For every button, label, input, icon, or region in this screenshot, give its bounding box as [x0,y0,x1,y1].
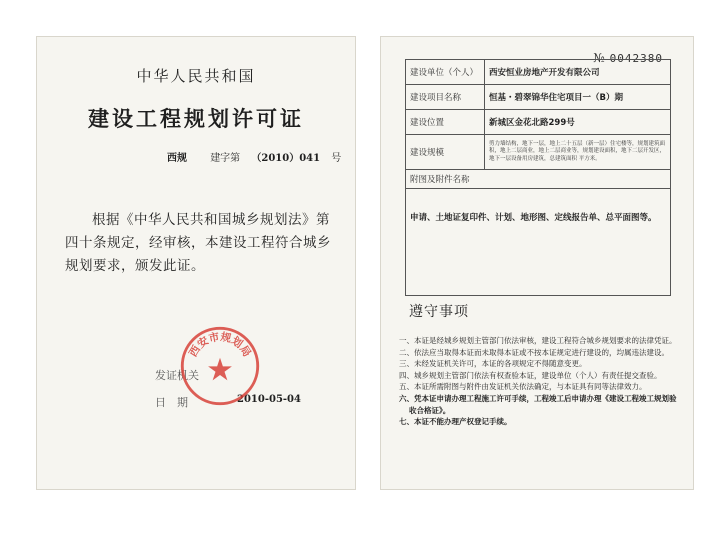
project-label: 建设项目名称 [406,85,485,110]
note-item: 三、未经发证机关许可，本证的各项规定不得随意变更。 [399,359,587,369]
location-label: 建设位置 [406,110,485,135]
date-label: 日 期 [155,396,188,409]
certificate-title: 建设工程规划许可证 [88,106,304,131]
date-value: 2010-05-04 [237,394,301,405]
notes-list [399,335,679,428]
note-item: 五、本证所需附图与附件由发证机关依法确定，与本证具有同等法律效力。 [399,382,647,392]
number-value: （2010）041 [251,153,321,164]
table-row [406,189,671,296]
country-name: 中华人民共和国 [136,67,256,85]
table-row [406,110,671,135]
official-seal-icon [179,325,261,407]
attachments-value-cell [406,189,671,296]
issuer-label: 发证机关 [155,369,199,382]
scale-label: 建设规模 [406,135,485,170]
table-row [406,135,671,170]
number-suffix: 号 [331,153,342,164]
table-row [406,170,671,189]
attachments-label: 附图及附件名称 [406,170,671,189]
note-item: 六、凭本证申请办理工程施工许可手续，工程竣工后申请办理《建设工程竣工规划验收合格证》。 [399,393,677,415]
number-prefix: 西规 [167,153,187,164]
location-value: 新城区金花北路299号 [485,110,671,135]
scale-value: 剪力墙结构，地下一层，地上二十五层（新一层）住宅楼等，规划建筑面积，地上二层商业，地上二层商业等，规划建设面积，地下二层开发区，地下一层设备用房建筑，总建筑面积 平方米。 [489,140,666,162]
scale-value-cell [485,135,671,170]
table-row [406,85,671,110]
unit-label: 建设单位（个人） [406,60,485,85]
seal-text: 西安市规划局 [186,330,254,360]
note-item: 一、本证是经城乡规划主管部门依法审核，建设工程符合城乡规划要求的法律凭证。 [399,336,677,345]
project-info-table [405,59,671,296]
certificate-left-page [36,36,356,490]
note-item: 二、依法应当取得本证而未取得本证或不按本证规定进行建设的，均属违法建设。 [399,347,669,357]
table-row [406,60,671,85]
certificate-number [167,149,341,164]
svg-text:西安市规划局 [186,330,254,359]
project-value: 恒基・碧翠锦华住宅项目一（B）期 [485,85,671,110]
number-body: 建字第 [210,153,241,164]
unit-value: 西安恒业房地产开发有限公司 [485,60,671,85]
serial-symbol: № [593,51,606,65]
attachments-value: 申请、土地证复印件、计划、地形图、定线报告单、总平面图等。 [410,213,657,223]
certificate-body-text: 根据《中华人民共和国城乡规划法》第四十条规定，经审核，本建设工程符合城乡规划要求，颁发此证。 [65,212,331,274]
serial-value: 0042380 [609,52,663,65]
note-item: 四、城乡规划主管部门依法有权查验本证，建设单位（个人）有责任提交查验。 [399,370,662,380]
notes-title: 遵守事项 [409,304,469,320]
certificate-right-page [380,36,694,490]
note-item: 七、本证不能办理产权登记手续。 [399,417,512,427]
